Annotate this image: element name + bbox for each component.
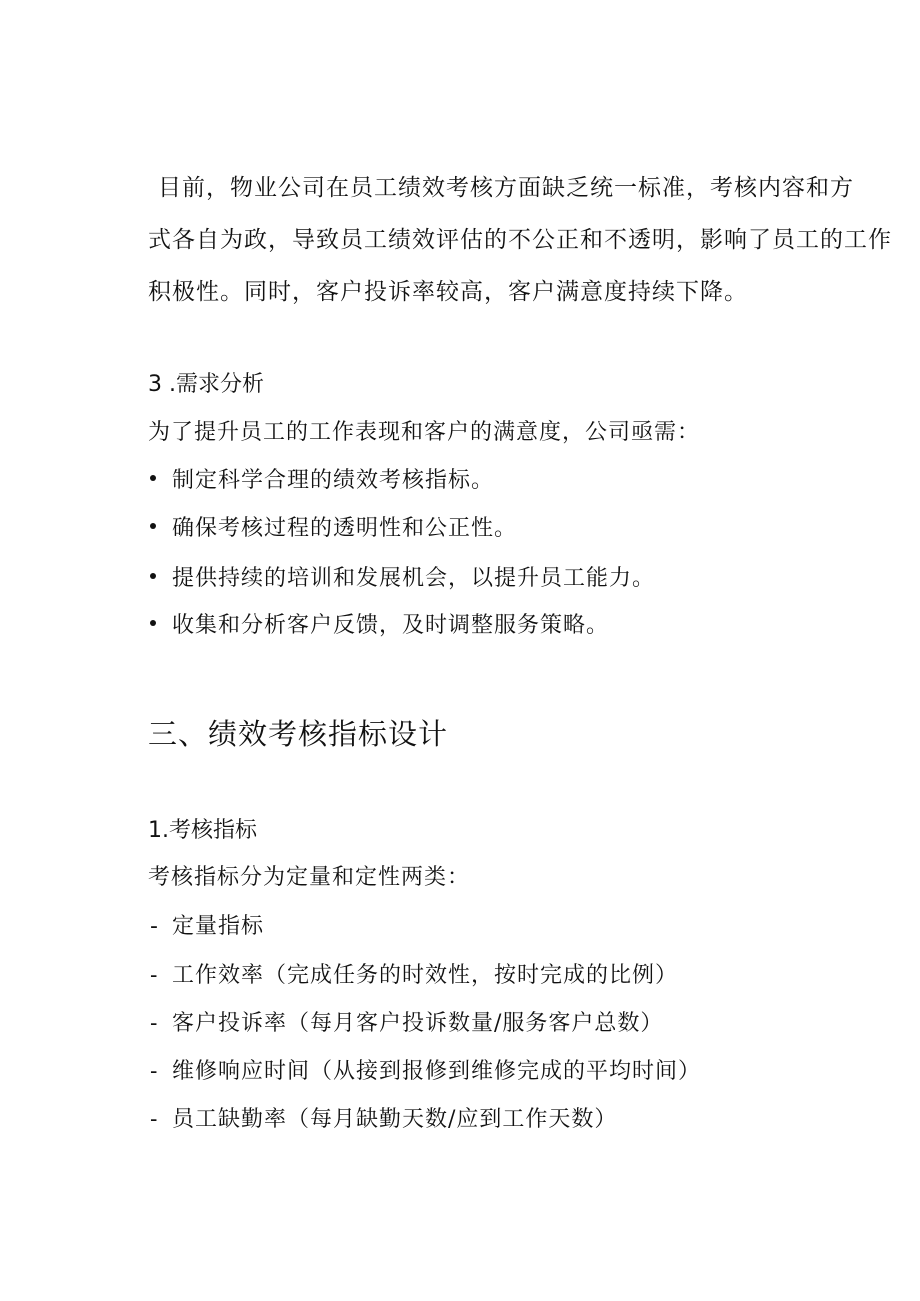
indicators-lead: 考核指标分为定量和定性两类： <box>148 865 471 890</box>
list-item <box>150 958 678 989</box>
list-item-text: 收集和分析客户反馈，及时调整服务策略。 <box>172 613 610 638</box>
dash-marker: - <box>150 1107 159 1132</box>
needs-heading: 3 .需求分析 <box>148 372 264 397</box>
list-item <box>150 561 655 592</box>
list-item <box>150 1102 617 1133</box>
dash-marker: - <box>150 1059 159 1084</box>
list-item-text: 员工缺勤率（每月缺勤天数/应到工作天数） <box>172 1107 618 1132</box>
bullet-icon <box>150 620 156 626</box>
bullet-icon <box>150 523 156 529</box>
list-item-text: 确保考核过程的透明性和公正性。 <box>172 516 518 541</box>
intro-paragraph <box>148 162 892 318</box>
bullet-icon <box>150 573 156 579</box>
list-item <box>150 1054 701 1085</box>
list-item-text: 客户投诉率（每月客户投诉数量/服务客户总数） <box>172 1011 664 1036</box>
section-title: 三、绩效考核指标设计 <box>148 717 449 751</box>
needs-lead: 为了提升员工的工作表现和客户的满意度，公司亟需： <box>148 420 701 445</box>
quantitative-group-heading <box>150 909 264 940</box>
list-item-text: 维修响应时间（从接到报修到维修完成的平均时间） <box>172 1059 702 1084</box>
bullet-icon <box>150 475 156 481</box>
list-item-text: 提供持续的培训和发展机会，以提升员工能力。 <box>172 566 656 591</box>
list-item <box>150 511 517 542</box>
indicators-heading: 1.考核指标 <box>148 818 257 843</box>
list-item-text: 工作效率（完成任务的时效性，按时完成的比例） <box>172 963 679 988</box>
list-item <box>150 463 494 494</box>
intro-line: 式各自为政，导致员工绩效评估的不公正和不透明，影响了员工的工作 <box>148 227 892 253</box>
intro-line: 积极性。同时，客户投诉率较高，客户满意度持续下降。 <box>148 279 748 305</box>
dash-marker: - <box>150 914 159 939</box>
intro-line: 目前，物业公司在员工绩效考核方面缺乏统一标准，考核内容和方 <box>158 175 854 201</box>
list-item <box>150 608 609 639</box>
group-title: 定量指标 <box>172 914 265 939</box>
dash-marker: - <box>150 963 159 988</box>
list-item <box>150 1006 663 1037</box>
list-item-text: 制定科学合理的绩效考核指标。 <box>172 468 495 493</box>
dash-marker: - <box>150 1011 159 1036</box>
